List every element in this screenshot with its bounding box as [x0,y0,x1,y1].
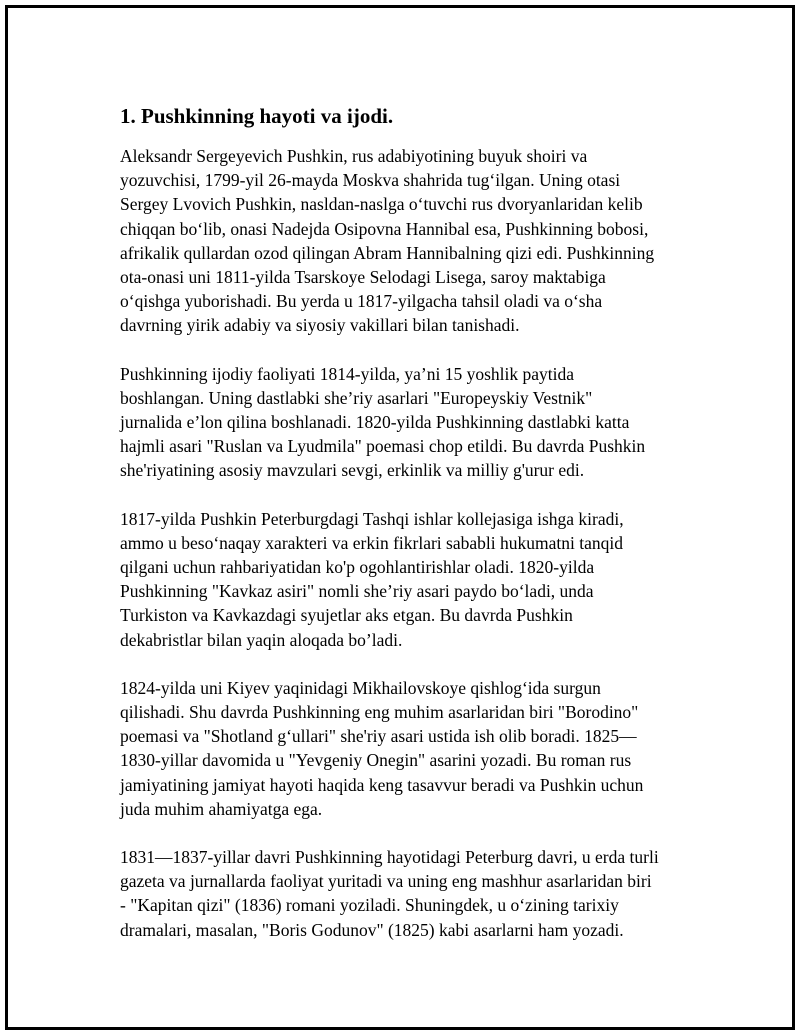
text-line: afrikalik qullardan ozod qilingan Abram Hannibalning qizi edi. Pushkinning [120,242,655,263]
paragraph-biography [120,144,710,338]
text-line: jamiyatining jamiyat hayoti haqida keng tasavvur beradi va Pushkin uchun [120,774,644,795]
text-line: davrning yirik adabiy va siyosiy vakillari bilan tanishadi. [120,315,520,336]
text-line: jurnalida e’lon qilina boshlanadi. 1820-yilda Pushkinning dastlabki katta [120,412,630,433]
text-line: Pushkinning "Kavkaz asiri" nomli she’riy asari paydo bo‘ladi, unda [120,581,594,602]
text-line: qilishadi. Shu davrda Pushkinning eng muhim asarlaridan biri "Borodino" [120,702,639,723]
text-line: 1830-yillar davomida u "Yevgeniy Onegin" asarini yozadi. Bu roman rus [120,750,632,771]
text-line: 1817-yilda Pushkin Peterburgdagi Tashqi ishlar kollejasiga ishga kiradi, [120,508,624,529]
paragraph-petersburg [120,845,710,942]
text-line: chiqqan bo‘lib, onasi Nadejda Osipovna Hannibal esa, Pushkinning bobosi, [120,218,649,239]
text-line: poemasi va "Shotland g‘ullari" she'riy asari ustida ish olib boradi. 1825— [120,726,637,747]
text-line: Aleksandr Sergeyevich Pushkin, rus adabiyotining buyuk shoiri va [120,146,588,166]
text-line: qilgani uchun rahbariyatidan ko'p ogohlantirishlar oladi. 1820-yilda [120,557,595,578]
text-line: yozuvchisi, 1799-yil 26-mayda Moskva shahrida tug‘ilgan. Uning otasi [120,170,621,191]
text-line: - "Kapitan qizi" (1836) romani yoziladi. Shuningdek, u o‘zining tarixiy [120,895,619,916]
paragraph-service [120,507,710,652]
text-line: she'riyatining asosiy mavzulari sevgi, erkinlik va milliy g'urur edi. [120,460,585,481]
paragraph-early-works [120,362,710,483]
text-line: Sergey Lvovich Pushkin, nasldan-naslga o‘tuvchi rus dvoryanlaridan kelib [120,194,643,215]
text-line: o‘qishga yuborishadi. Bu yerda u 1817-yilgacha tahsil oladi va o‘sha [120,291,603,312]
text-line: 1824-yilda uni Kiyev yaqinidagi Mikhailovskoye qishlog‘ida surgun [120,677,601,698]
text-line: ammo u beso‘naqay xarakteri va erkin fikrlari sababli hukumatni tanqid [120,532,623,553]
page-frame [5,5,795,1030]
paragraph-exile [120,676,710,821]
document-body [120,104,710,966]
text-line: ota-onasi uni 1811-yilda Tsarskoye Selodagi Lisega, saroy maktabiga [120,267,606,288]
text-line: dekabristlar bilan yaqin aloqada bo’ladi. [120,629,403,650]
text-line: hajmli asari "Ruslan va Lyudmila" poemasi chop etildi. Bu davrda Pushkin [120,436,646,457]
text-line: dramalari, masalan, "Boris Godunov" (1825) kabi asarlarni ham yozadi. [120,919,624,940]
text-line: juda muhim ahamiyatga ega. [120,798,323,819]
text-line: Pushkinning ijodiy faoliyati 1814-yilda, ya’ni 15 yoshlik paytida [120,363,574,384]
section-heading: 1. Pushkinning hayoti va ijodi. [120,104,394,128]
text-line: 1831—1837-yillar davri Pushkinning hayotidagi Peterburg davri, u erda turli [120,847,659,868]
text-line: gazeta va jurnallarda faoliyat yuritadi va uning eng mashhur asarlaridan biri [120,871,652,892]
text-line: Turkiston va Kavkazdagi syujetlar aks etgan. Bu davrda Pushkin [120,605,573,626]
text-line: boshlangan. Uning dastlabki she’riy asarlari "Europeyskiy Vestnik" [120,387,593,408]
